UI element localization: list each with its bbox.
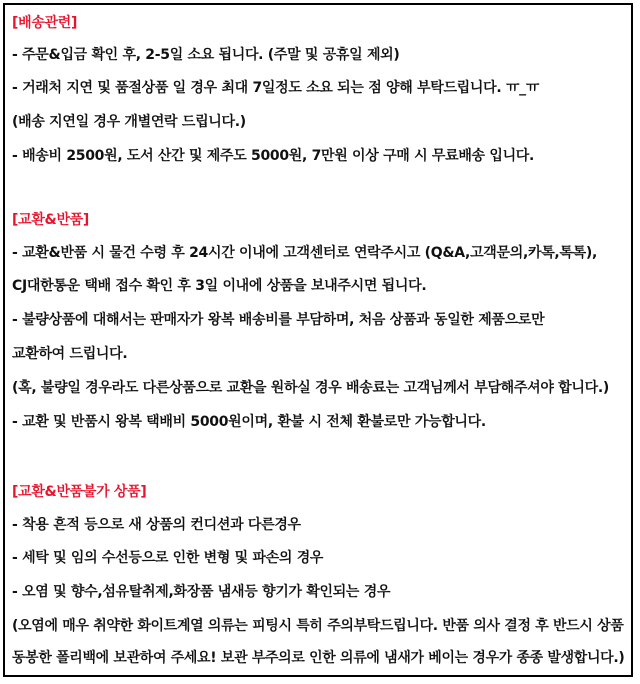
- notice-line: - 거래처 지연 및 품절상품 일 경우 최대 7일정도 소요 되는 점 양해 부탁드립니다. ㅠ_ㅠ: [12, 80, 540, 96]
- section-heading-non-returnable: [교환&반품불가 상품]: [12, 484, 147, 500]
- notice-line: (오염에 매우 취약한 화이트계열 의류는 피팅시 특히 주의부탁드립니다. 반품 의사 결정 후 반드시 상품: [12, 618, 624, 634]
- notice-line: - 배송비 2500원, 도서 산간 및 제주도 5000원, 7만원 이상 구매 시 무료배송 입니다.: [12, 148, 535, 164]
- notice-line: - 주문&입금 확인 후, 2-5일 소요 됩니다. (주말 및 공휴일 제외): [12, 47, 400, 63]
- notice-line: - 세탁 및 임의 수선등으로 인한 변형 및 파손의 경우: [12, 550, 324, 566]
- notice-line: (배송 지연일 경우 개별연락 드립니다.): [12, 114, 246, 130]
- notice-line: - 오염 및 향수,섬유탈취제,화장품 냄새등 향기가 확인되는 경우: [12, 584, 391, 600]
- notice-line: - 불량상품에 대해서는 판매자가 왕복 배송비를 부담하며, 처음 상품과 동일한 제품으로만: [12, 312, 545, 328]
- notice-line: 동봉한 폴리백에 보관하여 주세요! 보관 부주의로 인한 의류에 냄새가 베이는 경우가 종종 발생합니다.): [12, 650, 625, 666]
- notice-line: - 착용 흔적 등으로 새 상품의 컨디션과 다른경우: [12, 517, 301, 533]
- notice-line: - 교환&반품 시 물건 수령 후 24시간 이내에 고객센터로 연락주시고 (Q&A,고객문의,카톡,톡톡),: [12, 245, 598, 261]
- notice-line: 교환하여 드립니다.: [12, 346, 128, 362]
- notice-line: (혹, 불량일 경우라도 다른상품으로 교환을 원하실 경우 배송료는 고객님께서 부담해주셔야 합니다.): [12, 380, 609, 396]
- section-heading-shipping: [배송관련]: [12, 15, 78, 31]
- notice-box: [3, 3, 633, 677]
- notice-line: - 교환 및 반품시 왕복 택배비 5000원이며, 환불 시 전체 환불로만 가능합니다.: [12, 414, 486, 430]
- notice-line: CJ대한통운 택배 접수 확인 후 3일 이내에 상품을 보내주시면 됩니다.: [12, 278, 427, 294]
- section-heading-exchange-return: [교환&반품]: [12, 212, 90, 228]
